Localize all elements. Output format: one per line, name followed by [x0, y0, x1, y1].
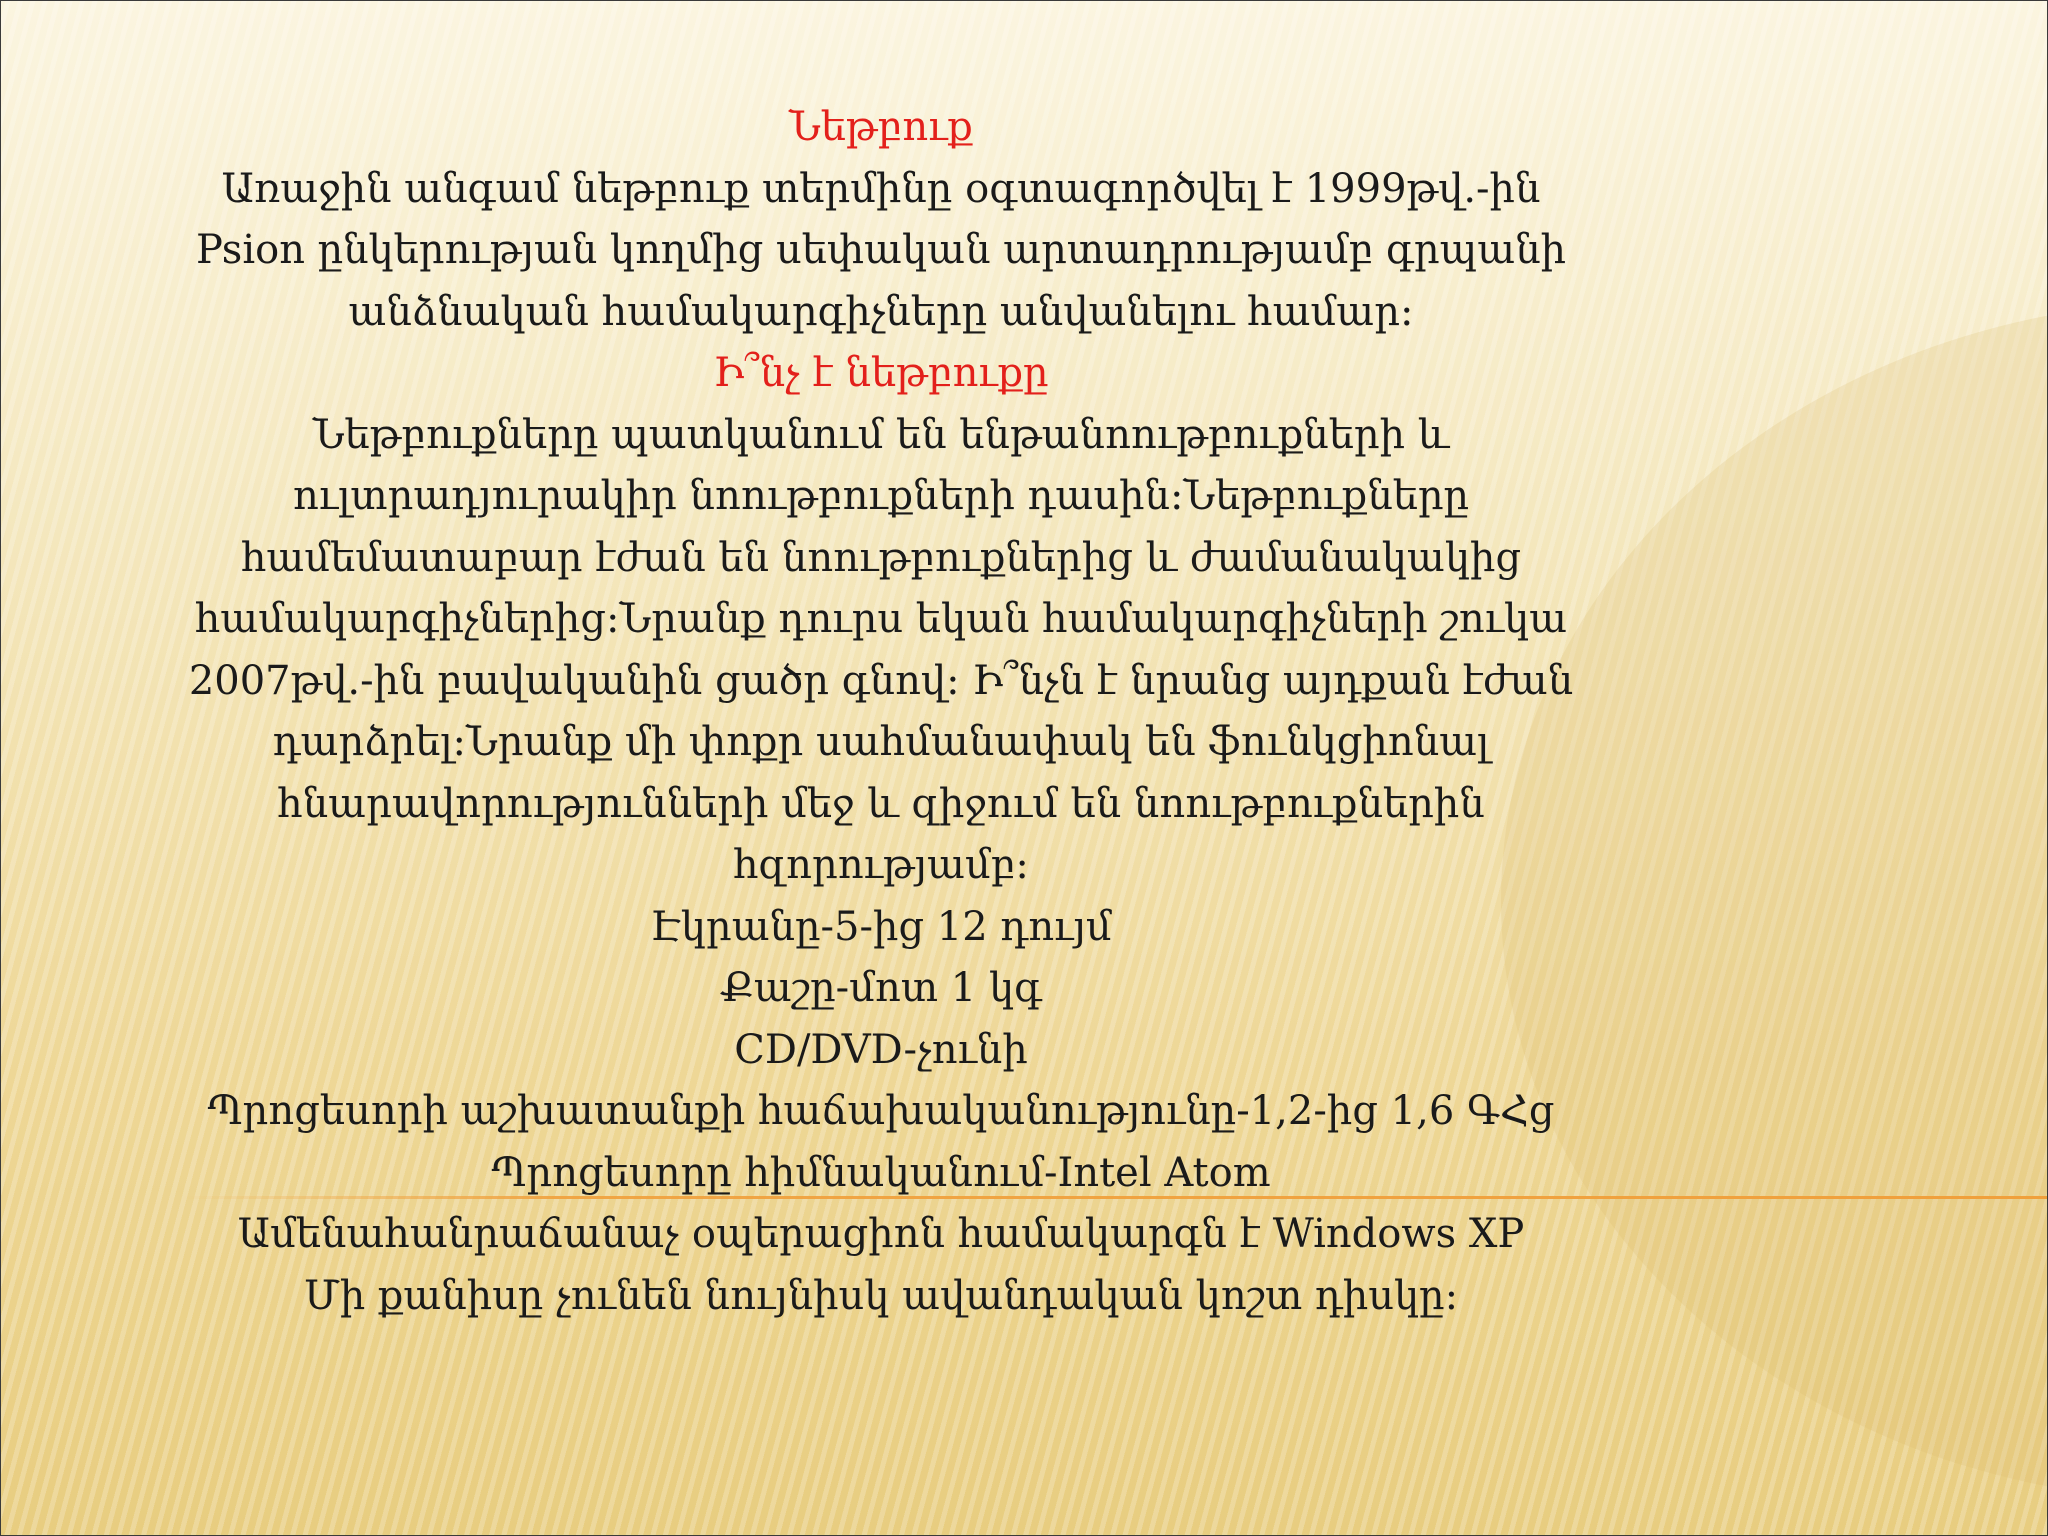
spec-optical-drive: CD/DVD-չունի [734, 1026, 1028, 1073]
spec-screen: Էկրանը-5-ից 12 դույմ [650, 903, 1112, 950]
spec-hard-disk: Մի քանիսը չունեն նույնիսկ ավանդական կոշտ դիսկը: [303, 1272, 1459, 1319]
slide-content [141, 97, 1621, 1327]
spec-cpu-frequency: Պրոցեսորի աշխատանքի հաճախականությունը-1,2-ից 1,6 ԳՀց [207, 1088, 1555, 1134]
spec-os: Ամենահանրաճանաչ օպերացիոն համակարգն է Windows XP [237, 1211, 1525, 1257]
slide-title: Նեթբուք [789, 104, 973, 150]
spec-weight: Քաշը-մոտ 1 կգ [720, 965, 1042, 1011]
description-paragraph: Նեթբուքները պատկանում են ենթանոութբուքների և ուլտրադյուրակիր նոութբուքների դասին:Նեթբուքները համեմատաբար էժան են նոութբուքներից և ժամանակակից համակարգիչներից:Նրանք դուրս եկան համակարգիչների շուկա 2007թվ.-ին բավականին ցածր գնով: Ի՞նչն է նրանց այդքան էժան դարձրել:Նրանք մի փոքր սահմանափակ են ֆունկցիոնալ հնարավորությունների մեջ և զիջում են նոութբուքներին հզորությամբ: [188, 411, 1574, 888]
question-heading: Ի՞նչ է նեթբուքը [713, 350, 1049, 396]
intro-paragraph: Առաջին անգամ նեթբուք տերմինը օգտագործվել է 1999թվ.-ին Psion ընկերության կողմից սեփական արտադրությամբ գրպանի անձնական համակարգիչները անվանելու համար: [195, 165, 1567, 335]
spec-cpu-model: Պրոցեսորը հիմնականում-Intel Atom [491, 1149, 1271, 1196]
